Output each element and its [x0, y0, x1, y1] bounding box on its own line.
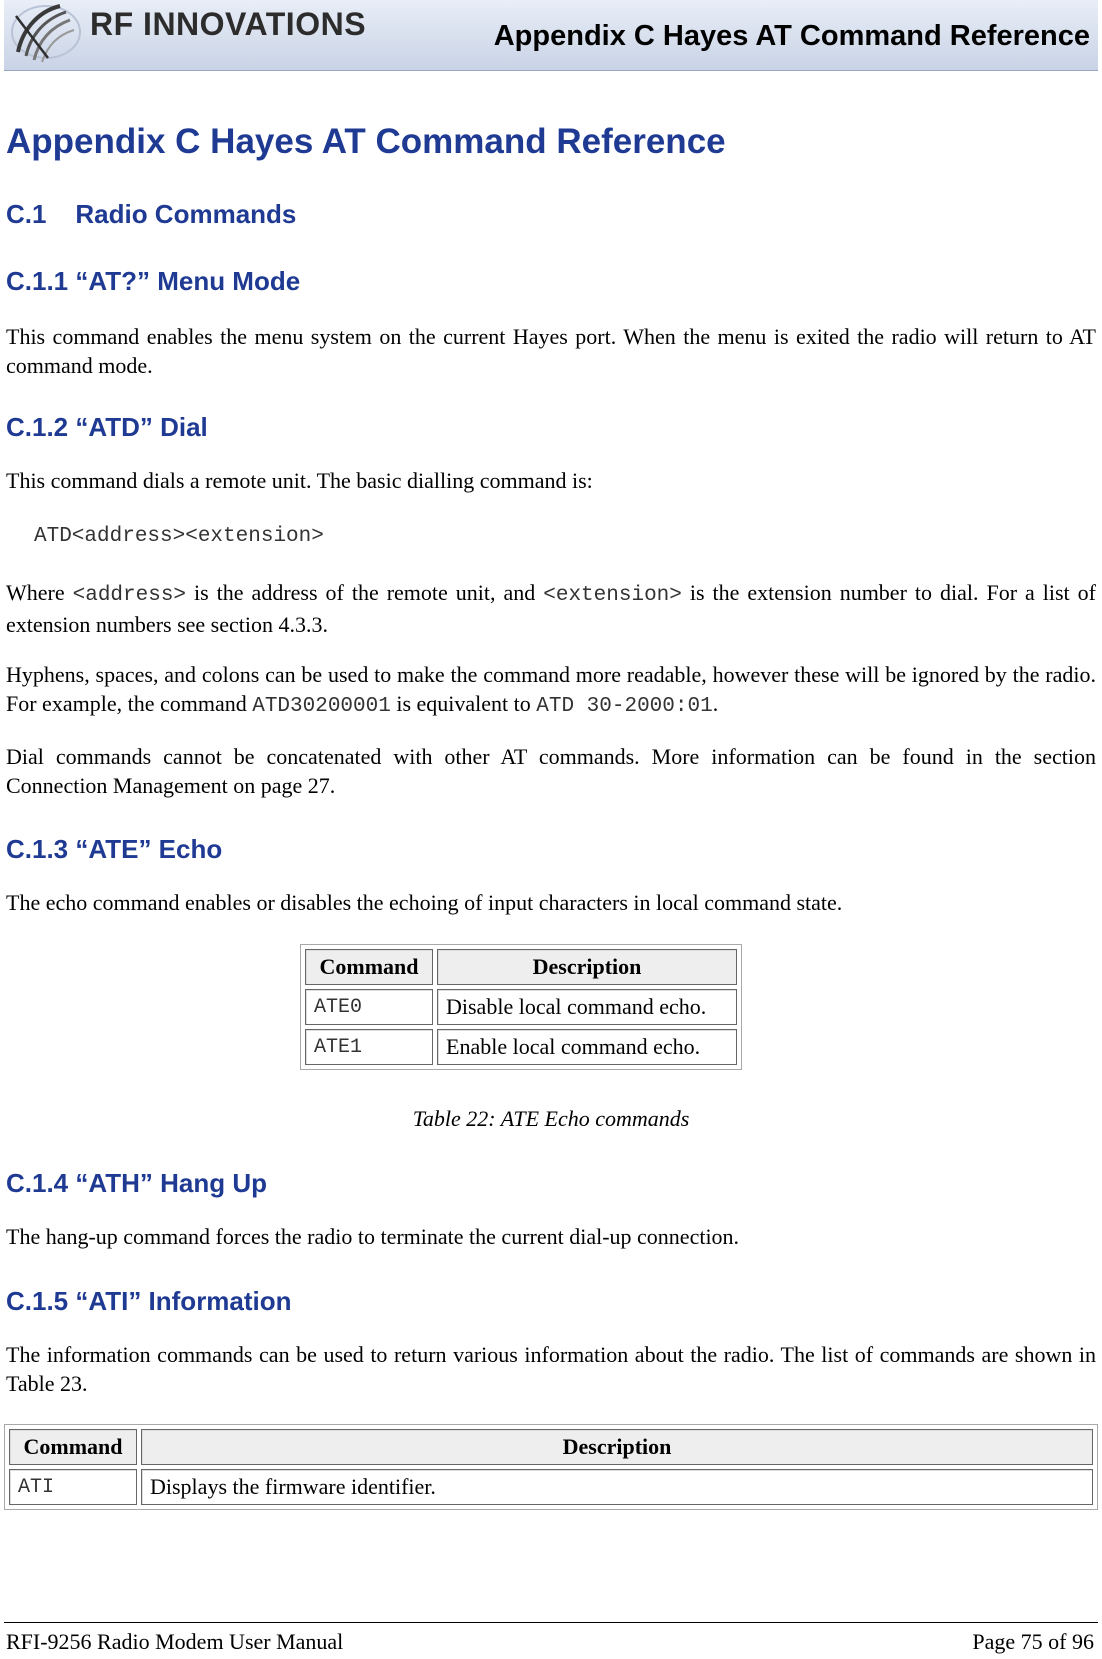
footer-page-number: Page 75 of 96	[972, 1629, 1094, 1654]
text-fragment: is equivalent to	[390, 691, 537, 716]
logo-emblem-icon	[8, 2, 88, 66]
text-fragment: Where	[6, 580, 73, 605]
table-row	[305, 989, 737, 1025]
code-address: <address>	[72, 584, 187, 607]
section-heading-c14: C.1.4 “ATH” Hang Up	[6, 1168, 267, 1198]
description-cell: Disable local command echo.	[437, 989, 737, 1025]
section-heading-c1: C.1 Radio Commands	[6, 199, 297, 229]
page-title: Appendix C Hayes AT Command Reference	[6, 122, 726, 161]
command-cell: ATE0	[305, 989, 433, 1025]
page-header	[4, 0, 1098, 71]
footer-divider	[4, 1622, 1098, 1623]
table-header-row	[9, 1429, 1093, 1465]
table-row	[9, 1469, 1093, 1505]
paragraph-information: The information commands can be used to return various information about the radio. The list of commands are shown in Table 23.	[6, 1342, 1096, 1396]
text-fragment: Hyphens, spaces, and colons can be used to make the command more readable, however these will be ignored by the radio. For example, the command	[6, 662, 1096, 716]
paragraph-dial-where	[6, 578, 1096, 639]
column-header-description: Description	[141, 1429, 1093, 1465]
column-header-command: Command	[305, 949, 433, 985]
logo-text: RF INNOVATIONS	[90, 6, 367, 42]
section-heading-c11: C.1.1 “AT?” Menu Mode	[6, 266, 301, 296]
paragraph-dial-concat: Dial commands cannot be concatenated with other AT commands. More information can be found in the section Connection Management on page 27.	[6, 744, 1096, 798]
code-extension: <extension>	[543, 584, 682, 607]
table-row	[305, 1029, 737, 1065]
description-cell: Displays the firmware identifier.	[141, 1469, 1093, 1505]
column-header-description: Description	[437, 949, 737, 985]
paragraph-dial-intro: This command dials a remote unit. The basic dialling command is:	[6, 468, 593, 493]
paragraph-dial-hyphens	[6, 660, 1096, 721]
footer-document-title: RFI-9256 Radio Modem User Manual	[6, 1629, 344, 1654]
code-example-1: ATD30200001	[252, 695, 391, 718]
section-heading-c12: C.1.2 “ATD” Dial	[6, 412, 208, 442]
command-cell: ATI	[9, 1469, 137, 1505]
description-cell: Enable local command echo.	[437, 1029, 737, 1065]
company-logo	[8, 2, 367, 66]
paragraph-hang-up: The hang-up command forces the radio to terminate the current dial-up connection.	[6, 1224, 740, 1249]
section-heading-c15: C.1.5 “ATI” Information	[6, 1286, 292, 1316]
table-caption: Table 22: ATE Echo commands	[412, 1106, 690, 1131]
section-heading-c13: C.1.3 “ATE” Echo	[6, 834, 223, 864]
column-header-command: Command	[9, 1429, 137, 1465]
table-ate-echo	[300, 944, 742, 1070]
paragraph-echo: The echo command enables or disables the echoing of input characters in local command state.	[6, 890, 843, 915]
paragraph-menu-mode: This command enables the menu system on the current Hayes port. When the menu is exited the radio will return to AT command mode.	[6, 324, 1096, 378]
text-fragment: is the address of the remote unit, and	[186, 580, 544, 605]
code-example-2: ATD 30-2000:01	[536, 695, 713, 718]
command-cell: ATE1	[305, 1029, 433, 1065]
table-header-row	[305, 949, 737, 985]
text-fragment: .	[712, 691, 719, 716]
dial-command-syntax: ATD<address><extension>	[34, 525, 324, 548]
text-fragment: is the extension number to dial. For a list of extension numbers see section 4.3.3.	[6, 580, 1096, 637]
header-title: Appendix C Hayes AT Command Reference	[493, 20, 1090, 52]
table-ati-information	[4, 1424, 1098, 1510]
